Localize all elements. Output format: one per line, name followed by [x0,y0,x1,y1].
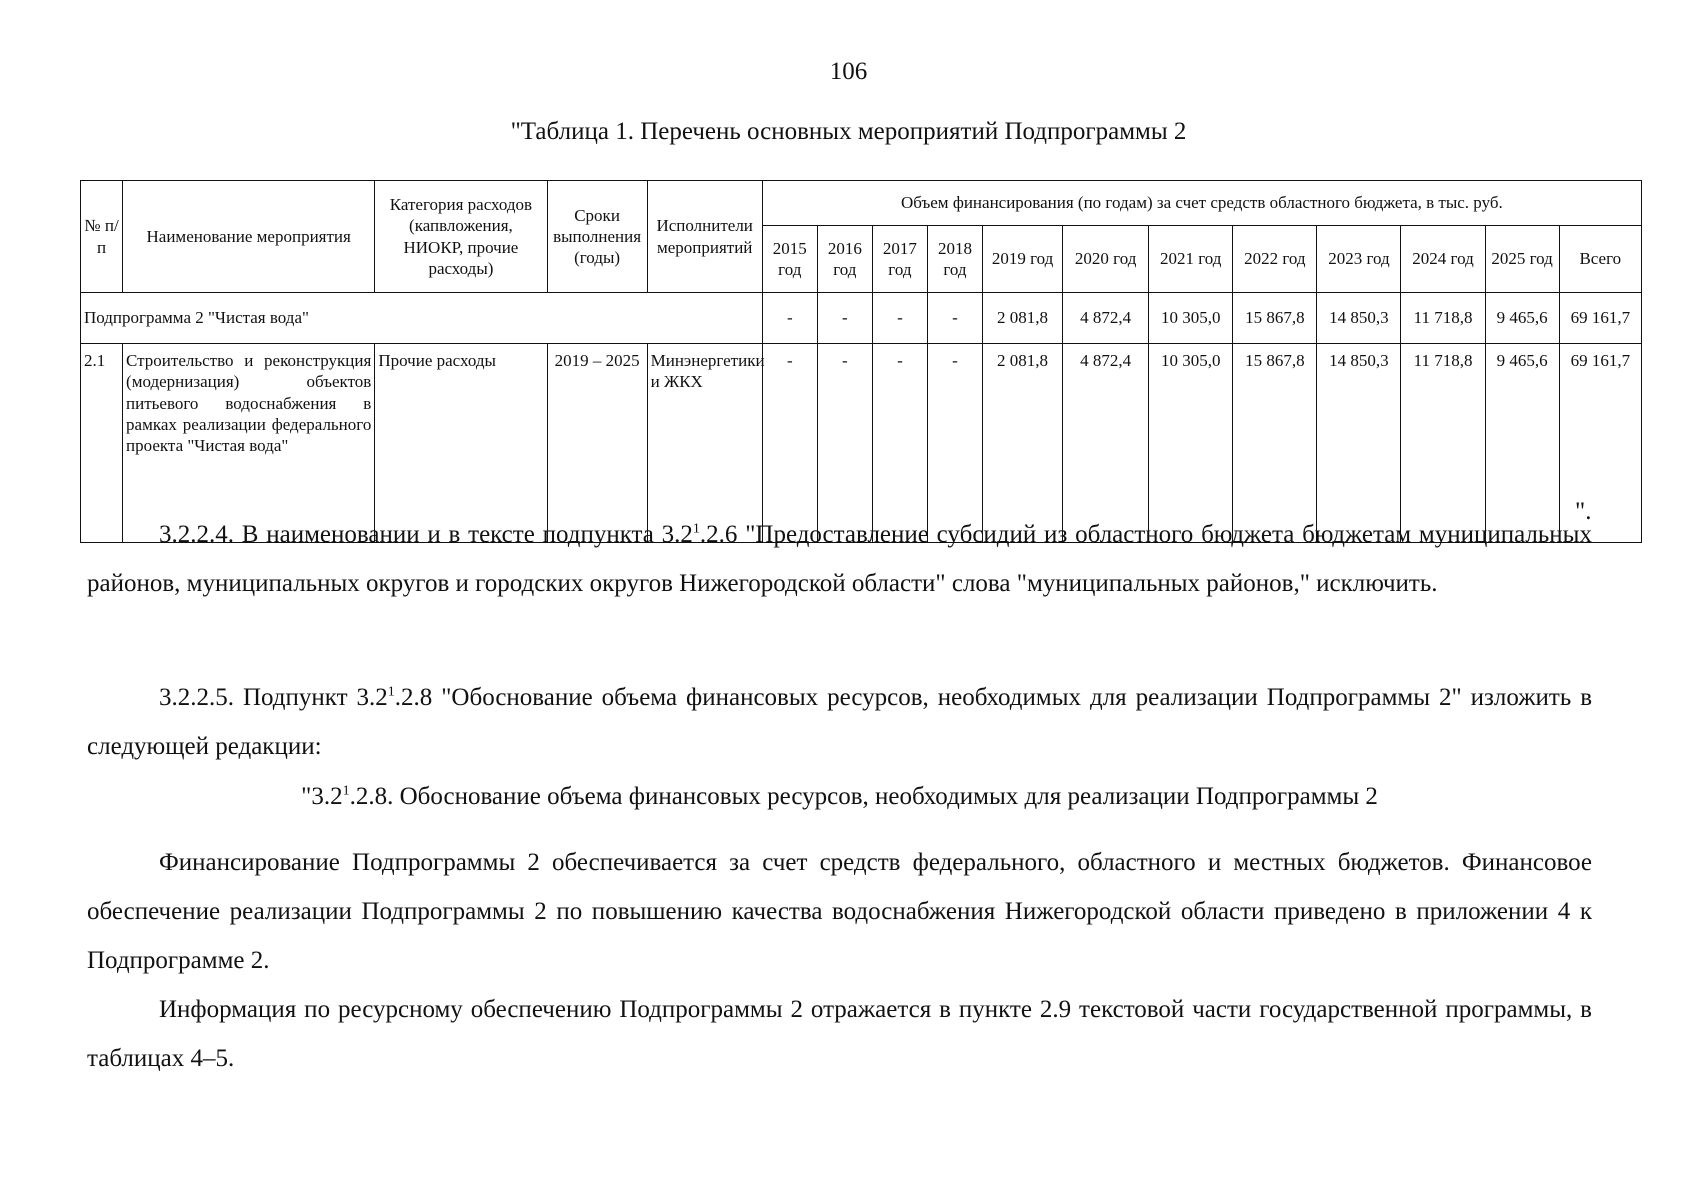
table-title-text: "Таблица 1. Перечень основных мероприятий Подпрограммы 2 [510,118,1187,145]
superscript: 1 [387,684,395,700]
heading-text: .2.8. Обоснование объема финансовых ресурсов, необходимых для реализации Подпрограммы 2 [349,783,1378,810]
header-year: 2015 год [762,226,817,293]
table-cell: 10 305,0 [1149,293,1233,344]
superscript: 1 [692,521,700,537]
row-category: Прочие расходы [375,344,547,543]
header-financing: Объем финансирования (по годам) за счет средств областного бюджета, в тыс. руб. [762,181,1641,226]
table-cell: - [762,344,817,543]
table-cell: 4 872,4 [1063,344,1149,543]
paragraph-financing: Финансирование Подпрограммы 2 обеспечивается за счет средств федерального, областного и местных бюджетов. Финансовое обеспечение реализации Подпрограммы 2 по повышению качества водоснабжения Нижегородской области приведено в приложении 4 к Подпрограмме 2. [87,849,1592,974]
paragraph-text: .2.6 "Предоставление субсидий из областного бюджета бюджетам муниципальных районов, муниципальных округов и городских округов Нижегородской области" слова "муниципальных районов," исключить. [87,521,1592,597]
header-year: 2020 год [1063,226,1149,293]
table-title [0,118,1697,146]
row-name: Строительство и реконструкция (модернизация) объектов питьевого водоснабжения в рамках реализации федерального проекта "Чистая вода" [123,344,375,543]
header-year: 2019 год [983,226,1063,293]
paragraph-resources: Информация по ресурсному обеспечению Подпрограммы 2 отражается в пункте 2.9 текстовой части государственной программы, в таблицах 4–5. [87,996,1592,1072]
header-year: 2021 год [1149,226,1233,293]
table-cell: 9 465,6 [1485,293,1559,344]
paragraph-3-2-2-5 [87,673,1592,771]
heading-text: "3.2 [301,783,343,810]
table-cell: 9 465,6 [1485,344,1559,543]
header-terms: Сроки выполнения (годы) [547,181,647,293]
table-cell: 4 872,4 [1063,293,1149,344]
table-cell: 11 718,8 [1401,344,1485,543]
header-year: 2016 год [817,226,872,293]
paragraph-text: .2.8 "Обоснование объема финансовых ресурсов, необходимых для реализации Подпрограммы 2" изложить в следующей редакции: [87,684,1593,760]
table-cell: - [872,344,927,543]
paragraph-text: 3.2.2.5. Подпункт 3.2 [159,684,388,711]
table-cell: - [927,344,982,543]
header-year: 2025 год [1485,226,1559,293]
table-cell: 15 867,8 [1233,344,1317,543]
table-cell: 11 718,8 [1401,293,1485,344]
table-cell: - [817,344,872,543]
header-total: Всего [1559,226,1641,293]
row-terms: 2019 – 2025 [547,344,647,543]
financing-table [80,180,1642,543]
table-cell: - [817,293,872,344]
table-cell: - [872,293,927,344]
header-executors: Исполнители мероприятий [647,181,762,293]
table-cell: 15 867,8 [1233,293,1317,344]
header-year: 2024 год [1401,226,1485,293]
header-num: № п/п [81,181,123,293]
header-name: Наименование мероприятия [123,181,375,293]
section-heading [87,772,1592,821]
table-cell: 2 081,8 [983,344,1063,543]
closing-quote: ". [1575,498,1592,525]
table-cell: 69 161,7 [1559,293,1641,344]
table-cell: - [927,293,982,344]
header-year: 2017 год [872,226,927,293]
superscript: 1 [342,783,350,799]
table-cell: 14 850,3 [1317,344,1401,543]
subprogram-row [81,293,1642,344]
header-year: 2023 год [1317,226,1401,293]
row-executors: Минэнергетики и ЖКХ [647,344,762,543]
header-year: 2018 год [927,226,982,293]
row-num: 2.1 [81,344,123,543]
subprogram-label: Подпрограмма 2 "Чистая вода" [81,293,763,344]
table-cell: 10 305,0 [1149,344,1233,543]
table-cell: - [762,293,817,344]
page-number: 106 [829,58,868,85]
header-year: 2022 год [1233,226,1317,293]
table-cell: 14 850,3 [1317,293,1401,344]
table-cell: 2 081,8 [983,293,1063,344]
paragraph-text: 3.2.2.4. В наименовании и в тексте подпункта 3.2 [159,521,693,548]
paragraph-3-2-2-4 [87,510,1592,608]
header-category: Категория расходов (капвложения, НИОКР, прочие расходы) [375,181,547,293]
table-cell: 69 161,7 [1559,344,1641,543]
